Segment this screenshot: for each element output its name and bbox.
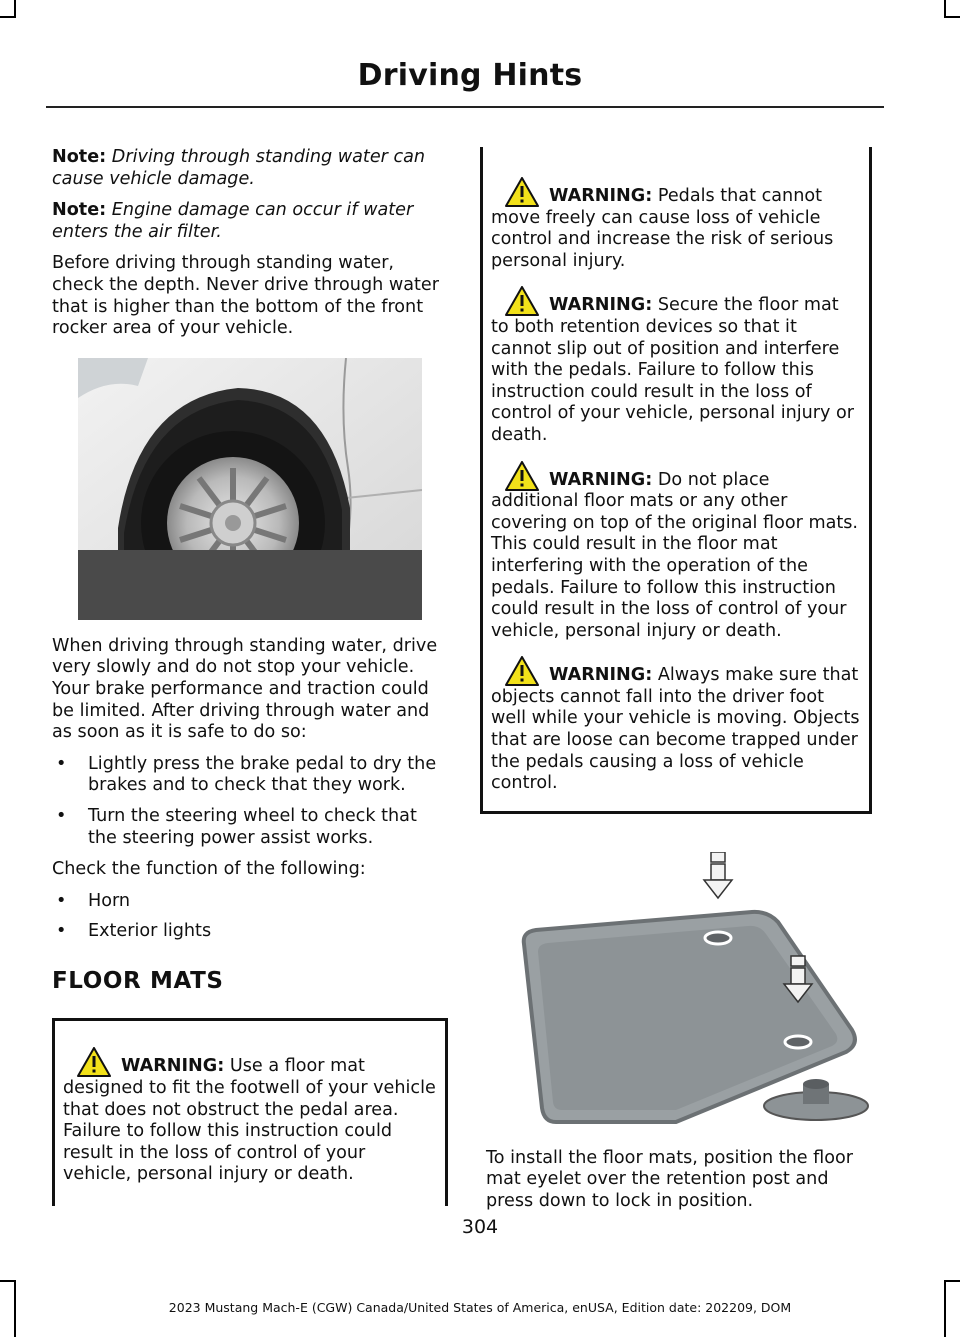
edition-line: 2023 Mustang Mach-E (CGW) Canada/United States of America, enUSA, Edition date: 202209, DOM <box>168 1300 792 1315</box>
warning-triangle-icon <box>505 656 539 686</box>
warning-floor-mat-fit <box>63 1047 437 1186</box>
note-engine-damage <box>52 200 448 243</box>
warning-text: Do not place additional floor mats or any other covering on top of the original floor mats. This could result in the floor mat interfering with the operation of the pedals. Failure to follow this instruction could result in the loss of control of your vehicle, personal injury or death. <box>491 469 859 641</box>
warning-label: WARNING: <box>549 186 653 206</box>
warning-text: Use a floor mat designed to fit the footwell of your vehicle that does not obstruct the pedal area. Failure to follow this instruction could result in the loss of control of your vehicle, personal injury or death. <box>63 1056 436 1185</box>
warning-secure-mat <box>491 286 861 446</box>
warning-label: WARNING: <box>549 295 653 316</box>
warning-box <box>480 147 872 814</box>
page-title-text: Driving Hints <box>357 58 583 93</box>
warning-triangle-icon <box>505 461 539 491</box>
list-item: • Exterior lights <box>56 921 212 942</box>
warning-label: WARNING: <box>121 1056 225 1077</box>
paragraph-install-mats: To install the floor mats, position the floor mat eyelet over the retention post and press down to lock in position. <box>486 1147 854 1212</box>
vehicle-wheel-water-figure <box>78 358 422 620</box>
warning-label: WARNING: <box>549 665 653 686</box>
list-item-text: Horn <box>88 890 131 911</box>
list-item: • Lightly press the brake pedal to dry the brakes and to check that they work. <box>56 753 437 796</box>
list-item-text: Turn the steering wheel to check that the steering power assist works. <box>88 805 417 848</box>
note-label: Note: <box>52 147 107 167</box>
warning-no-additional-mats <box>491 461 861 643</box>
paragraph-drive-slowly: When driving through standing water, drive very slowly and do not stop your vehicle. Your brake performance and traction could be limited. After driving through water and as soon as it is safe to do so: <box>52 635 438 743</box>
page-title <box>0 58 960 102</box>
after-water-checks-list <box>52 754 448 849</box>
left-column <box>52 147 448 1206</box>
crop-mark <box>944 1280 960 1282</box>
push-down-arrow-icon <box>704 852 732 898</box>
paragraph-check-depth: Before driving through standing water, check the depth. Never drive through water that is higher than the bottom of the front rocker area of your vehicle. <box>52 253 439 339</box>
note-driving-water <box>52 147 448 190</box>
warning-text: Pedals that cannot move freely can cause loss of vehicle control and increase the risk of serious personal injury. <box>491 186 834 271</box>
warning-box <box>52 1018 448 1206</box>
warning-loose-objects <box>491 656 861 795</box>
list-item-text: Exterior lights <box>88 921 212 942</box>
warning-label: WARNING: <box>549 469 653 490</box>
warning-triangle-icon <box>77 1047 111 1077</box>
crop-mark <box>0 16 16 18</box>
note-text: Driving through standing water can cause vehicle damage. <box>52 147 426 189</box>
crop-mark <box>944 16 960 18</box>
warning-triangle-icon <box>505 286 539 316</box>
list-item-text: Lightly press the brake pedal to dry the brakes and to check that they work. <box>88 753 437 796</box>
header-divider <box>46 106 884 108</box>
warning-text: Always make sure that objects cannot fall into the driver foot well while your vehicle is moving. Objects that are loose can become trapped under the pedals causing a loss of vehicle control. <box>491 665 860 794</box>
warning-pedals-move <box>491 177 861 272</box>
crop-mark <box>0 1280 16 1282</box>
function-check-list <box>52 891 448 943</box>
floor-mat-retention-figure <box>516 852 876 1128</box>
note-label: Note: <box>52 200 107 221</box>
section-heading-floor-mats: FLOOR MATS <box>52 967 224 994</box>
paragraph-check-function: Check the function of the following: <box>52 859 366 880</box>
retention-post <box>764 1079 868 1120</box>
page-number: 304 <box>461 1216 499 1238</box>
warning-text: Secure the floor mat to both retention devices so that it cannot slip out of position and interfere with the pedals. Failure to follow this instruction could result in the loss of control of your vehicle, personal injury or death. <box>491 295 855 445</box>
warning-triangle-icon <box>505 177 539 207</box>
list-item: • Turn the steering wheel to check that the steering power assist works. <box>56 805 417 848</box>
note-text: Engine damage can occur if water enters the air filter. <box>52 200 414 242</box>
list-item: • Horn <box>56 890 131 911</box>
right-column <box>486 147 878 1223</box>
